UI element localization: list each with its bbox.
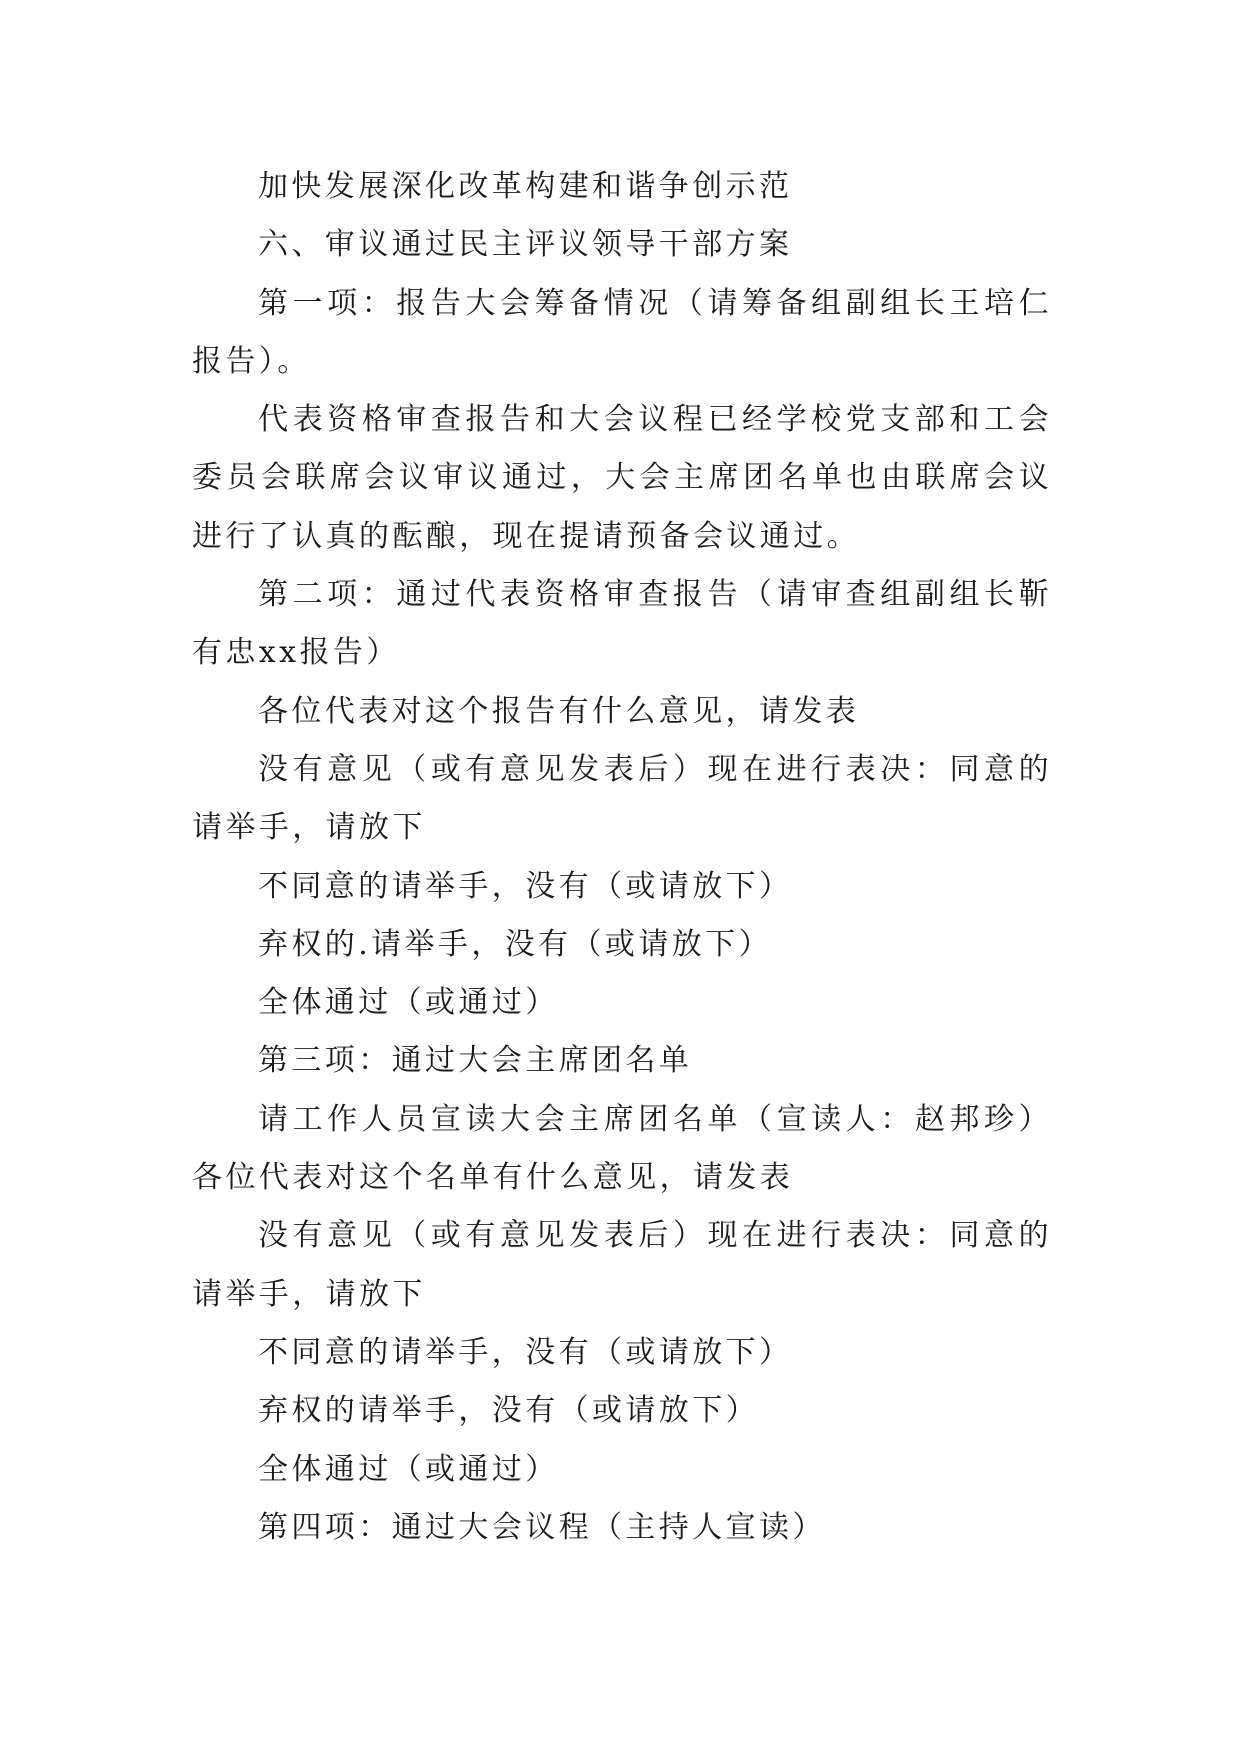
paragraph-vote-abstain: 弃权的.请举手，没有（或请放下） [258, 926, 772, 962]
paragraph-vote-agree-2: 没有意见（或有意见发表后）现在进行表决：同意的请举手，请放下 [192, 1218, 1052, 1312]
paragraph-vote-disagree-2: 不同意的请举手，没有（或请放下） [258, 1334, 793, 1370]
document-body [192, 158, 1052, 1557]
paragraph-vote-abstain-2: 弃权的请举手，没有（或请放下） [258, 1393, 759, 1429]
paragraph-slogan: 加快发展深化改革构建和谐争创示范 [258, 169, 793, 204]
paragraph-item-three: 第三项：通过大会主席团名单 [258, 1043, 693, 1079]
paragraph-vote-passed-2: 全体通过（或通过） [258, 1451, 559, 1487]
paragraph-opinion-request: 各位代表对这个报告有什么意见，请发表 [258, 693, 860, 729]
paragraph-vote-agree: 没有意见（或有意见发表后）现在进行表决：同意的请举手，请放下 [192, 751, 1052, 846]
paragraph-item-one: 第一项：报告大会筹备情况（请筹备组副组长王培仁报告）。 [192, 285, 1052, 379]
paragraph-vote-disagree: 不同意的请举手，没有（或请放下） [258, 868, 793, 904]
paragraph-presidium-reading: 请工作人员宣读大会主席团名单（宣读人：赵邦珍）各位代表对这个名单有什么意见，请发表 [192, 1101, 1052, 1196]
paragraph-item-two: 第二项：通过代表资格审查报告（请审查组副组长靳有忠xx报告） [192, 577, 1052, 671]
paragraph-qualification-note: 代表资格审查报告和大会议程已经学校党支部和工会委员会联席会议审议通过，大会主席团名单也由联席会议进行了认真的酝酿，现在提请预备会议通过。 [192, 402, 1052, 554]
paragraph-item-four: 第四项：通过大会议程（主持人宣读） [258, 1509, 826, 1545]
paragraph-section-six: 六、审议通过民主评议领导干部方案 [258, 227, 793, 263]
paragraph-vote-passed: 全体通过（或通过） [258, 985, 559, 1021]
